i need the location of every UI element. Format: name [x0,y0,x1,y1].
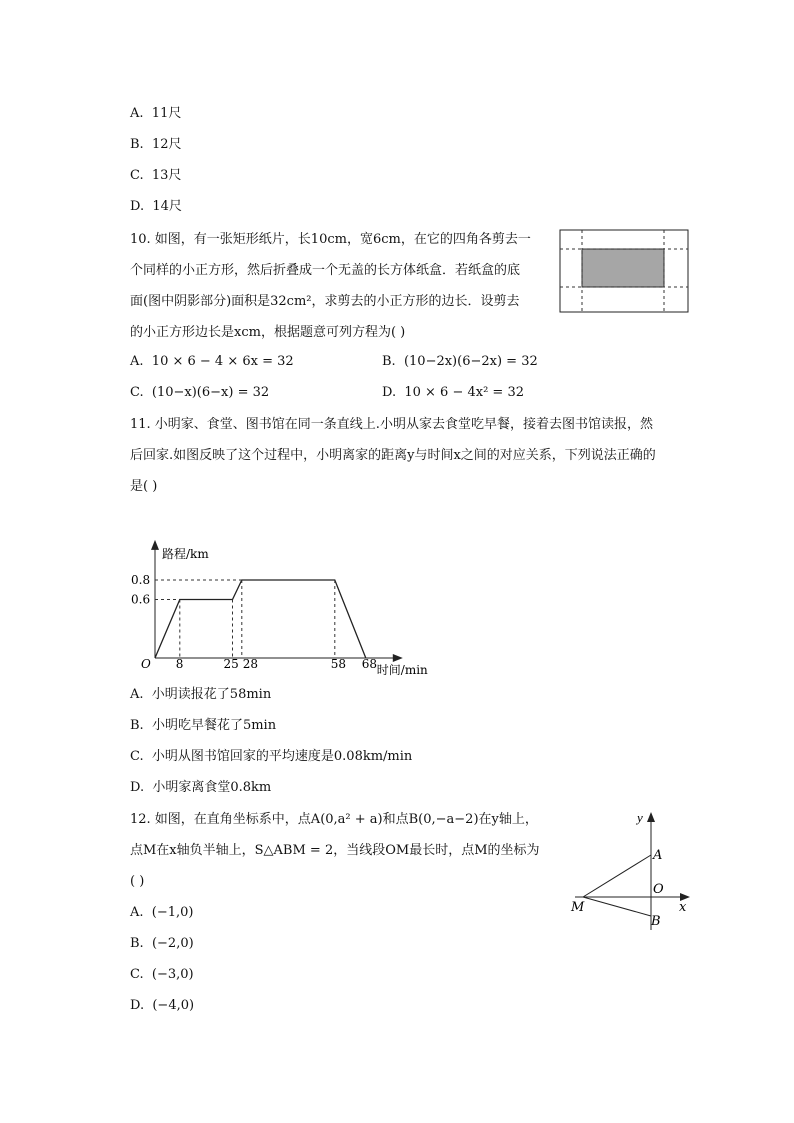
q12-option-b: B. (−2,0) [130,936,194,951]
q11-option-a: A. 小明读报花了58min [130,687,272,702]
x-tick-label: 58 [330,657,347,671]
q12-text-line: 点M在x轴负半轴上，S△ABM = 2，当线段OM最长时，点M的坐标为 [130,843,540,858]
q10-option-a: A. 10 × 6 − 4 × 6x = 32 [130,354,294,369]
q11-text-line: 后回家.如图反映了这个过程中，小明离家的距离y与时间x之间的对应关系，下列说法正确的 [130,448,656,463]
label-O: O [653,882,664,897]
y-axis-arrow [647,812,655,822]
q10-text-line: 10. 如图，有一张矩形纸片，长10cm，宽6cm，在它的四角各剪去一 [130,232,531,247]
origin-label: O [141,657,151,671]
segment-MA [583,855,651,897]
q12-text-line: 12. 如图，在直角坐标系中，点A(0,a² + a)和点B(0,−a−2)在y轴上， [130,812,538,827]
q11-option-c: C. 小明从图书馆回家的平均速度是0.08km/min [130,749,413,764]
q10-option-d: D. 10 × 6 − 4x² = 32 [382,385,524,400]
label-x: x [679,900,687,915]
q11-option-b: B. 小明吃早餐花了5min [130,718,277,733]
q10-text-line: 个同样的小正方形，然后折叠成一个无盖的长方体纸盒．若纸盒的底 [130,263,521,278]
x-tick-label: 8 [175,657,184,671]
q9-option-a: A. 11尺 [130,106,182,121]
label-B: B [651,914,661,929]
x-axis-arrow [393,654,403,662]
q9-option-b: B. 12尺 [130,137,182,152]
distance-series-line [155,580,366,658]
x-tick-label: 68 [361,657,378,671]
y-axis-label: 路程/km [162,546,209,561]
q10-option-b: B. (10−2x)(6−2x) = 32 [382,354,538,369]
y-axis-arrow [151,540,159,550]
label-M: M [571,900,585,915]
x-tick-label: 28 [242,657,259,671]
q12-option-a: A. (−1,0) [130,905,194,920]
q10-text-line: 的小正方形边长是xcm，根据题意可列方程为( ) [130,325,406,340]
label-y: y [637,810,643,825]
q9-option-d: D. 14尺 [130,199,182,214]
q10-option-c: C. (10−x)(6−x) = 32 [130,385,270,400]
q12-coordinate-figure [565,808,695,933]
y-tick-label: 0.8 [131,573,151,587]
q12-option-c: C. (−3,0) [130,967,194,982]
q10-text-line: 面(图中阴影部分)面积是32cm²，求剪去的小正方形的边长．设剪去 [130,294,520,309]
q11-text-line: 11. 小明家、食堂、图书馆在同一条直线上.小明从家去食堂吃早餐，接着去图书馆读报，然 [130,417,653,432]
segment-MB [583,897,651,916]
q11-text-line: 是( ) [130,479,158,494]
q9-option-c: C. 13尺 [130,168,182,183]
label-A: A [653,848,663,863]
x-tick-label: 25 [223,657,239,671]
y-tick-label: 0.6 [131,592,151,607]
q11-option-d: D. 小明家离食堂0.8km [130,780,272,795]
q12-option-d: D. (−4,0) [130,998,195,1013]
q12-text-line: ( ) [130,874,145,889]
x-axis-label: 时间/min [376,663,428,677]
